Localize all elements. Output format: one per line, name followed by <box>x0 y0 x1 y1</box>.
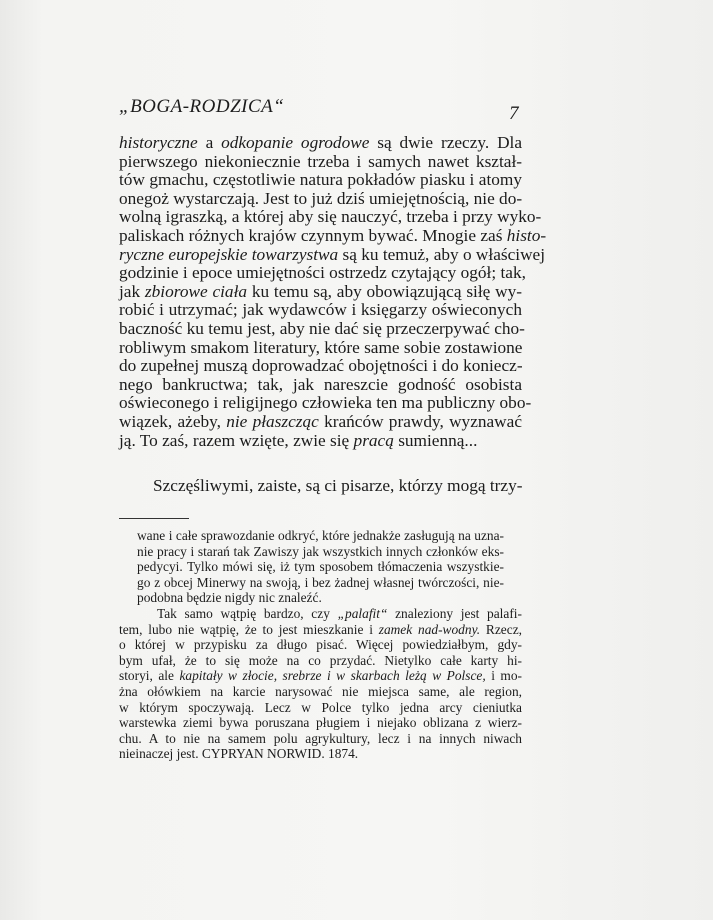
text-run: godzinie i epoce umiejętności ostrzedz czytający ogół; tak, <box>119 263 526 283</box>
text-run: nie pracy i starań tak Zawiszy jak wszystkich innych członków eks- <box>137 543 504 559</box>
body-line <box>119 171 522 190</box>
italic-text: histo- <box>506 225 547 245</box>
body-paragraph <box>119 133 547 450</box>
body_continuation-line <box>119 477 522 496</box>
text-run: Rzecz, <box>480 621 522 637</box>
text-run: wane i całe sprawozdanie odkryć, które jednakże zasługują na uzna- <box>137 528 504 543</box>
text-run: robliwym smakom literatury, które same sobie zostawione <box>119 337 523 357</box>
text-run: Tak samo wątpię bardzo, czy <box>157 605 338 621</box>
footnotes-line <box>119 544 522 560</box>
text-run: tem, lubo nie wątpię, że to jest mieszkanie i <box>119 621 379 637</box>
footnote-separator <box>119 518 189 519</box>
body-line <box>119 263 526 283</box>
text-run: Szczęśliwymi, zaiste, są ci pisarze, którzy mogą trzy- <box>153 476 523 496</box>
text-run: tów gmachu, częstotliwie natura pokładów piasku i atomy <box>119 170 522 190</box>
text-run: ku temu są, aby obowiązującą siłę wy- <box>247 281 522 301</box>
italic-text: ryczne europejskie towarzystwa <box>119 244 339 264</box>
text-run: go z obcej Minerwy na swoją, i bez żadnej własnej twórczości, nie- <box>137 574 504 590</box>
text-run: podobna będzie nigdy nic znaleźć. <box>137 590 322 606</box>
text-run: w którym spoczywają. Lecz w Polce tylko jedna arcy cieniutka <box>119 699 522 715</box>
text-run: pedycyi. Tylko mówi się, iż tym sposobem tłómaczenia wszystkie- <box>137 559 504 575</box>
text-run: do zupełnej muszą doprowadzać obojętności i do koniecz- <box>119 356 523 376</box>
italic-text: kapitały w złocie, srebrze i w skarbach leżą w Polsce, <box>179 668 486 684</box>
footnotes-line <box>119 637 522 653</box>
text-run: sumienną... <box>393 430 478 450</box>
body-line <box>119 393 532 413</box>
text-run: krańców prawdy, wyznawać <box>318 411 522 431</box>
text-run: znaleziony jest palafi- <box>387 605 522 621</box>
footnotes-line <box>119 622 522 638</box>
body-line <box>119 134 522 153</box>
footnotes-line <box>119 684 522 700</box>
italic-text: pracą <box>353 430 394 450</box>
page-number: 7 <box>509 103 519 124</box>
footnotes-line <box>119 668 522 684</box>
footnotes-line <box>119 575 522 591</box>
text-run: nego bankructwa; tak, jak nareszcie godność osobista <box>119 374 522 394</box>
text-run: są ku temuż, aby o właściwej <box>338 244 546 264</box>
text-run: wiązek, ażeby, <box>119 411 227 431</box>
footnotes-line <box>119 528 522 544</box>
text-run: ją. To zaś, razem wzięte, zwie się <box>119 430 354 450</box>
italic-text: „palafit“ <box>337 605 388 621</box>
footnotes-line <box>119 653 522 669</box>
text-run: pierwszego niekoniecznie trzeba i samych nawet kształ- <box>119 151 522 171</box>
italic-text: zamek nad-wodny. <box>378 621 481 637</box>
running-title: „BOGA-RODZICA“ <box>119 96 285 117</box>
italic-text: nie płaszcząc <box>226 411 319 431</box>
text-run: paliskach różnych krajów czynnym bywać. Mnogie zaś <box>119 225 507 245</box>
body-line <box>119 153 522 172</box>
body-line <box>119 207 542 227</box>
text-run: baczność ku temu jest, aby nie dać się przeczerpywać cho- <box>119 318 525 338</box>
body-line <box>119 225 547 246</box>
body-line <box>119 283 522 302</box>
text-run: a <box>197 133 222 152</box>
footnotes-line <box>119 700 522 716</box>
text-run: onegoż wystarczają. Jest to już dziś umiejętnością, nie do- <box>119 188 523 208</box>
text-run: storyi, ale <box>119 668 180 684</box>
text-run: jak <box>119 281 145 301</box>
text-run: o której w przypisku za długo pisać. Więcej powiedziałbym, gdy- <box>119 637 522 653</box>
text-run: wolną igraszką, a której aby się nauczyć, trzeba i przy wyko- <box>119 207 542 227</box>
footnotes-line <box>119 746 522 762</box>
body-line <box>119 339 522 358</box>
text-run: warstewka ziemi bywa poruszana pługiem i niejako oblizana z wierz- <box>119 715 522 731</box>
footnotes-line <box>119 715 522 731</box>
text-run: robić i utrzymać; jak wydawców i księgarzy oświeconych <box>119 300 522 320</box>
italic-text: historyczne <box>119 133 198 152</box>
body-line <box>119 432 522 451</box>
body-line <box>119 318 525 339</box>
footnotes-line <box>119 590 522 606</box>
continuation-paragraph <box>119 477 522 496</box>
footnote-text <box>119 528 522 762</box>
text-run: są dwie rzeczy. Dla <box>369 133 523 152</box>
footnotes <box>119 528 522 762</box>
body-line <box>119 376 522 395</box>
text-run: chu. A to nie na samem polu agrykultury, lecz i na innych niwach <box>119 730 522 746</box>
text-run: oświeconego i religijnego człowieka ten ma publiczny obo- <box>119 393 532 413</box>
italic-text: zbiorowe ciała <box>144 281 248 301</box>
footnotes-line <box>119 606 522 622</box>
text-run: i mo- <box>485 668 522 684</box>
body-line <box>119 413 522 432</box>
text-run: bym ufał, że to się może na co przydać. Nietylko całe karty hi- <box>119 652 522 668</box>
footnotes-line <box>119 559 522 575</box>
body-line <box>119 357 522 376</box>
main-text <box>119 133 547 496</box>
body-line <box>119 301 522 320</box>
body-line <box>119 244 546 265</box>
body-line <box>119 190 522 209</box>
italic-text: odkopanie ogrodowe <box>221 133 370 152</box>
footnotes-line <box>119 731 522 747</box>
text-run: nieinaczej jest. CYPRYAN NORWID. 1874. <box>119 746 359 762</box>
text-run: żna ołówkiem na karcie narysować nie miejsca same, ale region, <box>119 683 522 699</box>
